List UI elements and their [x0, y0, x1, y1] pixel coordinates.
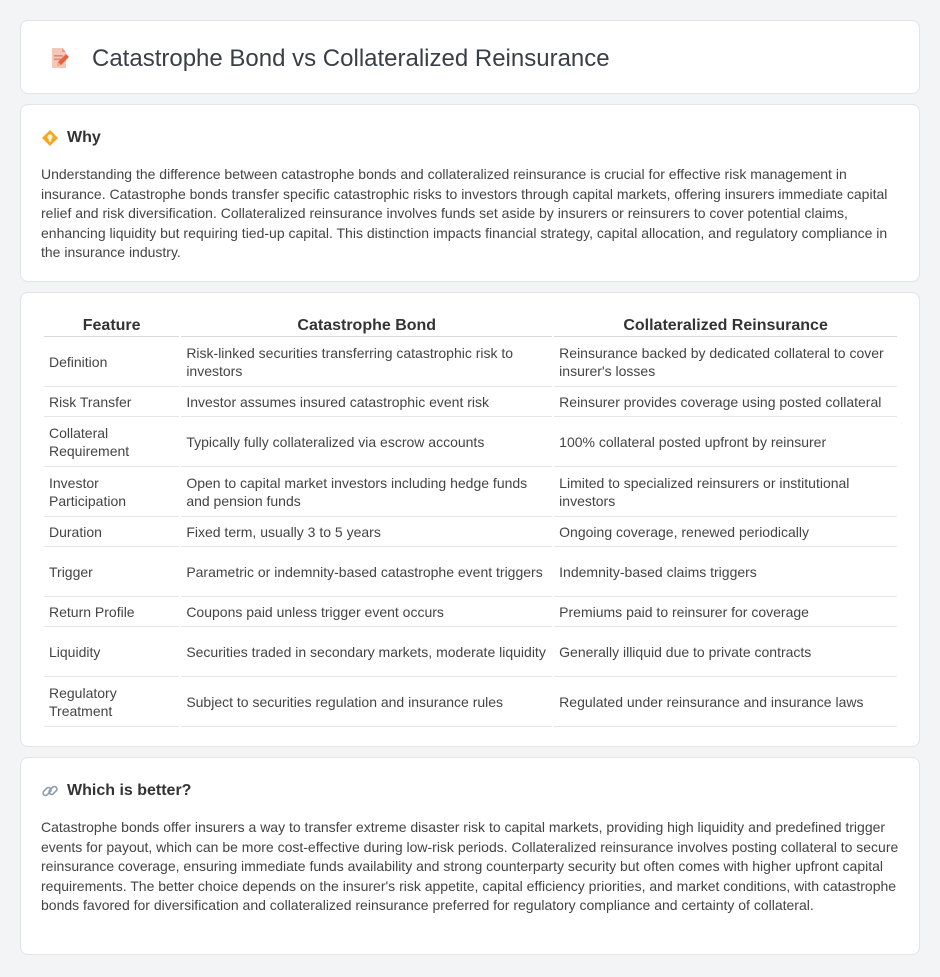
table-row	[44, 677, 897, 727]
feature-cell: Return Profile	[44, 597, 179, 627]
why-text: Understanding the difference between catastrophe bonds and collateralized reinsurance is crucial for effective risk management in insurance. Catastrophe bonds transfer specific catastrophic risks to investors through capital markets, offering insurers immediate capital relief and risk diversification. Collateralized reinsurance involves funds set aside by insurers or reinsurers to cover potential claims, enhancing liquidity but requiring tied-up capital. This distinction impacts financial strategy, capital allocation, and regulatory compliance in the insurance industry.	[41, 166, 888, 260]
collat-reins-cell: Generally illiquid due to private contracts	[554, 627, 897, 677]
collat-reins-cell: Limited to specialized reinsurers or institutional investors	[554, 467, 897, 517]
why-heading-label: Why	[67, 129, 101, 146]
header-collateralized-reinsurance: Collateralized Reinsurance	[554, 316, 897, 337]
table-row	[44, 417, 897, 467]
cat-bond-cell: Coupons paid unless trigger event occurs	[181, 597, 552, 627]
feature-cell: Risk Transfer	[44, 387, 179, 417]
link-icon	[41, 782, 59, 800]
collat-reins-cell: 100% collateral posted upfront by reinsurer	[554, 417, 897, 467]
header-card	[20, 20, 920, 94]
feature-cell: Definition	[44, 337, 179, 387]
feature-cell: Duration	[44, 517, 179, 547]
document-edit-icon	[47, 46, 71, 70]
header-feature: Feature	[44, 316, 179, 337]
table-row	[44, 387, 897, 417]
cat-bond-cell: Open to capital market investors including hedge funds and pension funds	[181, 467, 552, 517]
cat-bond-cell: Risk-linked securities transferring catastrophic risk to investors	[181, 337, 552, 387]
cat-bond-cell: Parametric or indemnity-based catastrophe event triggers	[181, 547, 552, 597]
table-row	[44, 597, 897, 627]
table-header-row	[44, 316, 897, 337]
cat-bond-cell: Subject to securities regulation and insurance rules	[181, 677, 552, 727]
table-row	[44, 467, 897, 517]
feature-cell: Liquidity	[44, 627, 179, 677]
cat-bond-cell: Typically fully collateralized via escrow accounts	[181, 417, 552, 467]
table-row	[44, 547, 897, 597]
table-row	[44, 337, 897, 387]
better-heading-label: Which is better?	[67, 782, 192, 799]
better-text: Catastrophe bonds offer insurers a way to transfer extreme disaster risk to capital markets, providing high liquidity and predefined trigger events for payout, which can be more cost-effective during low-risk periods. Collateralized reinsurance involves posting collateral to secure reinsurance coverage, ensuring immediate funds availability and strong counterparty security but often comes with higher upfront capital requirements. The better choice depends on the insurer's risk appetite, capital efficiency priorities, and market conditions, with catastrophe bonds favored for diversification and collateralized reinsurance preferred for regulatory compliance and certainty of collateral.	[41, 819, 899, 913]
better-heading	[41, 781, 191, 801]
cat-bond-cell: Securities traded in secondary markets, moderate liquidity	[181, 627, 552, 677]
collat-reins-cell: Premiums paid to reinsurer for coverage	[554, 597, 897, 627]
collat-reins-cell: Regulated under reinsurance and insurance laws	[554, 677, 897, 727]
why-heading	[41, 128, 101, 148]
feature-cell: Regulatory Treatment	[44, 677, 179, 727]
lightbulb-diamond-icon	[41, 129, 59, 147]
table-row	[44, 517, 897, 547]
table-row	[44, 627, 897, 677]
collat-reins-cell: Reinsurance backed by dedicated collateral to cover insurer's losses	[554, 337, 897, 387]
collat-reins-cell: Indemnity-based claims triggers	[554, 547, 897, 597]
feature-cell: Investor Participation	[44, 467, 179, 517]
feature-cell: Trigger	[44, 547, 179, 597]
collat-reins-cell: Ongoing coverage, renewed periodically	[554, 517, 897, 547]
header-catastrophe-bond: Catastrophe Bond	[181, 316, 552, 337]
why-section	[20, 104, 920, 282]
comparison-section	[20, 292, 920, 747]
cat-bond-cell: Investor assumes insured catastrophic event risk	[181, 387, 552, 417]
feature-cell: Collateral Requirement	[44, 417, 179, 467]
cat-bond-cell: Fixed term, usually 3 to 5 years	[181, 517, 552, 547]
comparison-table	[42, 316, 899, 727]
page-title: Catastrophe Bond vs Collateralized Reinsurance	[92, 45, 610, 72]
collat-reins-cell: Reinsurer provides coverage using posted collateral	[554, 387, 897, 417]
which-is-better-section	[20, 757, 920, 955]
